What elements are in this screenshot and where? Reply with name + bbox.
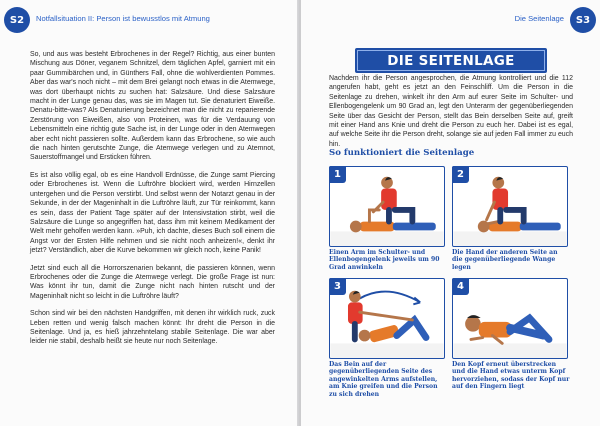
paragraph: So, und aus was besteht Erbrochenes in der Regel? Richtig, aus einer bunten Mischung aus Döner, veganem Schnitzel, dem täglichen Apfel, garniert mit ein paar Gummibärchen und, in Günthers Fall, ohne die wohlverdienten Pommes. Aber das war's noch nicht – mit dem Brei gelangt noch etwas in die Atemwege, was dort überhaupt nichts zu suchen hat: Salzsäure. Und diese Salzsäure macht in der Lunge genau das, was sie im Magen tut. Sie denaturiert Eiweiße. Denatu-bitte-was? Als Denaturierung bezeichnet man die nicht zu reparierende Zerstörung von Eiweißen, also von Proteinen, was für die Verdauung von Lebensmitteln eine richtig gute Sache ist, in der Lunge oder in den Atemwegen aber echt nicht passieren sollte. Außerdem kann das Erbrochene, so wie auch die nach hinten gerutschte Zunge, die Atemwege verlegen und zu Atemnot, Sauerstoffmangel und Ersticken führen. bbox=[30, 51, 275, 162]
paragraph: Jetzt sind euch all die Horrorszenarien bekannt, die passieren können, wenn Erbrochenes oder die Zunge die Atemwege verlegt. Die große Frage ist nun: Was könnt ihr tun, damit die Zunge nicht nach hinten rutscht und der Mageninhalt nicht so leicht in die Luftröhre läuft? bbox=[30, 264, 275, 300]
page-number-right: S3 bbox=[570, 7, 596, 33]
step-number-2: 2 bbox=[452, 166, 469, 183]
recovery-position-step-3-illustration bbox=[330, 279, 444, 358]
running-head-right: Die Seitenlage bbox=[514, 14, 564, 23]
paragraph: Es ist also völlig egal, ob es eine Handvoll Erdnüsse, die Zunge samt Piercing oder Erbrochenes ist. Wenn die Luftröhre blockiert wird, werden Hirnzellen untergehen und die Person verstirbt. Und selbst wenn der Notarzt genau in der Sekunde, in der der Mageninhalt in die Luftröhre läuft, zur Tür reinkommt, kann es sein, dass der Patient Tage später auf der Intensivstation stirbt, weil die Salzsäure die Lunge so angegriffen hat, dass ihm mit keinem Medikament der Welt mehr geholfen werden kann. »Puh, ich dachte, dieses Buch soll einem die Angst vor der Ersten Hilfe nehmen und sie nicht noch anheizen!«, denkt ihr jetzt? Verständlich, aber die Kurve bekommen wir gleich noch, keine Panik! bbox=[30, 171, 275, 255]
chapter-title-bar bbox=[355, 48, 547, 73]
step-number-1: 1 bbox=[329, 166, 346, 183]
chapter-title: DIE SEITENLAGE bbox=[387, 52, 515, 69]
step-illustration-4 bbox=[452, 278, 568, 359]
intro-text: Nachdem ihr die Person angesprochen, die Atmung kontrolliert und die 112 angerufen habt, geht es jetzt an den Feinschliff. Um die Person in die Seitenlage zu drehen, winkelt ihr den Arm auf eurer Seite im Schulter- und Ellenbogengelenk um 90 Grad an, legt den Unterarm der gegenüberliegenden Seite über das Gesicht der Person, stellt das Bein derselben Seite auf, greift mit einer Hand ans Knie und dreht die Person zu euch her. Dabei ist es egal, auf welche Seite ihr die Person dreht, solange sie auf jeden Fall immer zu euch hin. bbox=[329, 75, 573, 148]
recovery-position-step-1-illustration bbox=[330, 167, 444, 246]
step-caption-4: Den Kopf erneut überstrecken und die Hand etwas unterm Kopf hervorziehen, sodass der Kopf nur auf den Fingern liegt bbox=[452, 361, 570, 391]
step-illustration-1 bbox=[329, 166, 445, 247]
left-body-text bbox=[30, 50, 275, 355]
recovery-position-step-4-illustration bbox=[453, 279, 567, 358]
step-caption-1: Einen Arm im Schulter- und Ellenbogengelenk jeweils um 90 Grad anwinkeln bbox=[329, 249, 440, 271]
page-number-left: S2 bbox=[4, 7, 30, 33]
step-caption-3: Das Bein auf der gegenüberliegenden Seite des angewinkelten Arms aufstellen, am Knie greifen und die Person zu sich drehen bbox=[329, 361, 438, 398]
section-title: So funktioniert die Seitenlage bbox=[329, 148, 475, 158]
step-illustration-3 bbox=[329, 278, 445, 359]
step-caption-2: Die Hand der anderen Seite an die gegenüberliegende Wange legen bbox=[452, 249, 558, 271]
step-number-4: 4 bbox=[452, 278, 469, 295]
paragraph: Schon sind wir bei den nächsten Handgriffen, mit denen ihr wirklich ruck, zuck Leben retten und wenig falsch machen könnt: Ihr dreht die Person in die Seitenlage. Und ja, es hieß jahrzehntelang stabile Seitenlage. Die war aber leider nie stabil, deshalb heißt sie heute nur noch Seitenlage. bbox=[30, 310, 275, 346]
step-illustration-2 bbox=[452, 166, 568, 247]
recovery-position-step-2-illustration bbox=[453, 167, 567, 246]
right-page bbox=[301, 0, 600, 426]
running-head-left: Notfallsituation II: Person ist bewusstlos mit Atmung bbox=[36, 14, 210, 23]
step-number-3: 3 bbox=[329, 278, 346, 295]
left-page bbox=[0, 0, 299, 426]
